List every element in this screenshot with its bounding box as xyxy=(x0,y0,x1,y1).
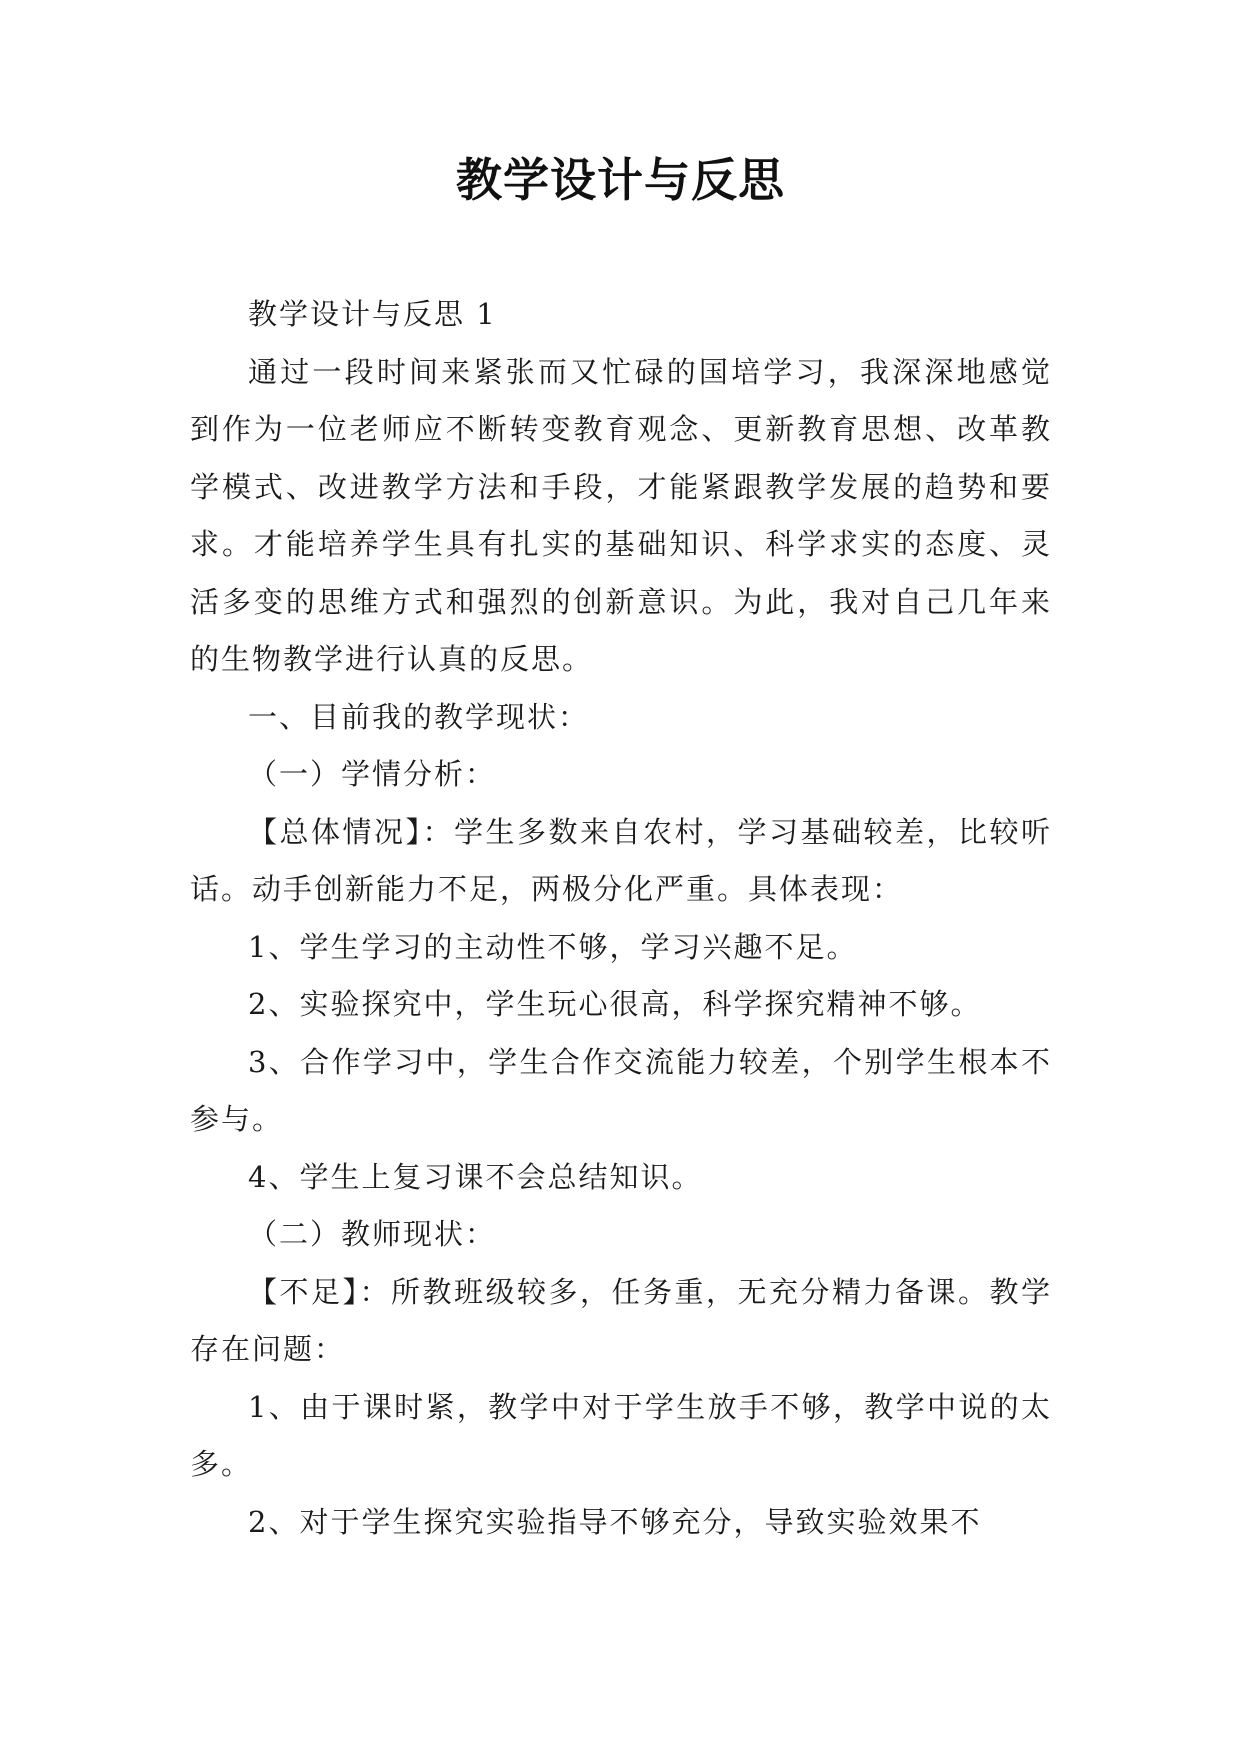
intro-paragraph: 通过一段时间来紧张而又忙碌的国培学习，我深深地感觉到作为一位老师应不断转变教育观念、更新教育思想、改革教学模式、改进教学方法和手段，才能紧跟教学发展的趋势和要求。才能培养学生具有扎实的基础知识、科学求实的态度、灵活多变的思维方式和强烈的创新意识。为此，我对自己几年来的生物教学进行认真的反思。 xyxy=(190,354,1052,676)
list-item: 4、学生上复习课不会总结知识。 xyxy=(248,1159,703,1194)
subheading-student-analysis: （一）学情分析： xyxy=(248,757,497,791)
subheading-teacher-status: （二）教师现状： xyxy=(248,1217,497,1251)
paragraph-overall-situation: 【总体情况】：学生多数来自农村，学习基础较差，比较听话。动手创新能力不足，两极分化严重。具体表现： xyxy=(190,814,1052,906)
list-item: 1、学生学习的主动性不够，学习兴趣不足。 xyxy=(248,929,858,964)
paragraph-shortcomings: 【不足】：所教班级较多，任务重，无充分精力备课。教学存在问题： xyxy=(190,1274,1052,1366)
section-heading: 教学设计与反思 1 xyxy=(248,297,497,331)
heading-current-status: 一、目前我的教学现状： xyxy=(248,699,590,734)
document-body xyxy=(190,286,1052,1551)
document-title: 教学设计与反思 xyxy=(456,153,785,207)
list-item: 2、实验探究中，学生玩心很高，科学探究精神不够。 xyxy=(248,987,982,1021)
list-item: 2、对于学生探究实验指导不够充分，导致实验效果不 xyxy=(248,1504,982,1539)
list-item: 3、合作学习中，学生合作交流能力较差，个别学生根本不参与。 xyxy=(190,1044,1052,1136)
list-item: 1、由于课时紧，教学中对于学生放手不够，教学中说的太多。 xyxy=(190,1389,1052,1481)
